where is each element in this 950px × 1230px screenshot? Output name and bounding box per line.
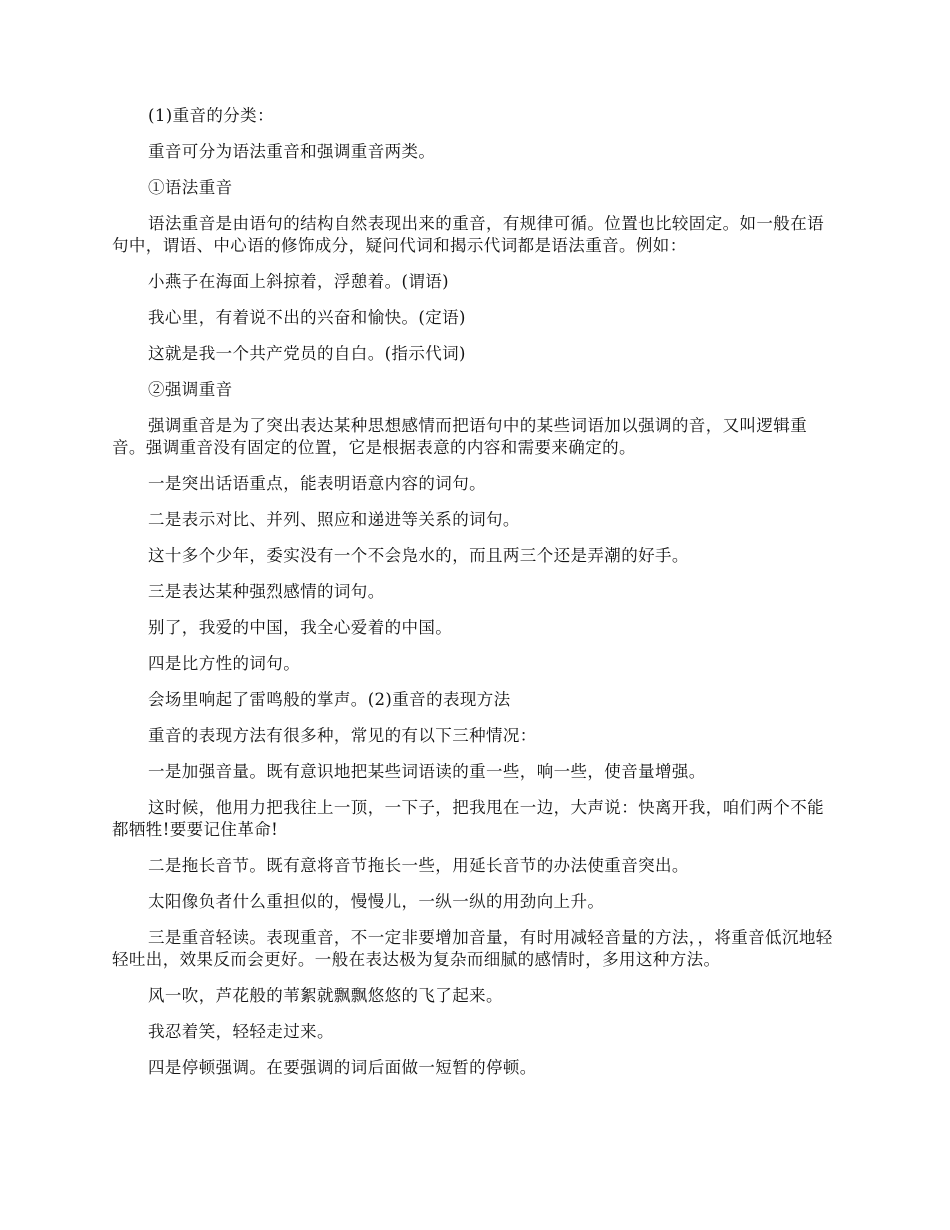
example-sentence: 这就是我一个共产党员的自白。(指示代词) bbox=[148, 344, 466, 363]
paragraph: 三是表达某种强烈感情的词句。 bbox=[148, 582, 385, 601]
paragraph: 强调重音是为了突出表达某种思想感情而把语句中的某些词语加以强调的音，又叫逻辑重音。强调重音没有固定的位置，它是根据表意的内容和需要来确定的。 bbox=[112, 416, 808, 457]
example-sentence: 我心里，有着说不出的兴奋和愉快。(定语) bbox=[148, 308, 466, 327]
subheading-emphatic-accent: ②强调重音 bbox=[148, 380, 233, 399]
example-sentence: 这十多个少年，委实没有一个不会凫水的，而且两三个还是弄潮的好手。 bbox=[148, 546, 689, 565]
paragraph: 二是拖长音节。既有意将音节拖长一些，用延长音节的办法使重音突出。 bbox=[148, 856, 689, 875]
example-sentence: 太阳像负者什么重担似的，慢慢儿，一纵一纵的用劲向上升。 bbox=[148, 892, 605, 911]
subheading-grammatical-accent: ①语法重音 bbox=[148, 178, 233, 197]
example-sentence: 风一吹，芦花般的苇絮就飘飘悠悠的飞了起来。 bbox=[148, 986, 503, 1005]
paragraph: 四是比方性的词句。 bbox=[148, 654, 301, 673]
paragraph: 重音的表现方法有很多种，常见的有以下三种情况： bbox=[148, 726, 537, 745]
example-sentence: 我忍着笑，轻轻走过来。 bbox=[148, 1022, 334, 1041]
paragraph: 一是突出话语重点，能表明语意内容的词句。 bbox=[148, 474, 486, 493]
example-sentence: 别了，我爱的中国，我全心爱着的中国。 bbox=[148, 618, 453, 637]
example-sentence: 小燕子在海面上斜掠着，浮憩着。(谓语) bbox=[148, 272, 449, 291]
paragraph: 二是表示对比、并列、照应和递进等关系的词句。 bbox=[148, 510, 520, 529]
paragraph: 四是停顿强调。在要强调的词后面做一短暂的停顿。 bbox=[148, 1058, 537, 1077]
paragraph: 三是重音轻读。表现重音，不一定非要增加音量，有时用减轻音量的方法，，将重音低沉地轻轻吐出，效果反而会更好。一般在表达极为复杂而细腻的感情时，多用这种方法。 bbox=[112, 928, 833, 969]
document-body bbox=[112, 105, 840, 1093]
heading-accent-classification: (1)重音的分类： bbox=[148, 106, 274, 125]
example-sentence: 会场里响起了雷鸣般的掌声。(2)重音的表现方法 bbox=[148, 690, 511, 709]
paragraph: 语法重音是由语句的结构自然表现出来的重音，有规律可循。位置也比较固定。如一般在语句中，谓语、中心语的修饰成分，疑问代词和揭示代词都是语法重音。例如： bbox=[112, 214, 824, 255]
paragraph: 一是加强音量。既有意识地把某些词语读的重一些，响一些，使音量增强。 bbox=[148, 762, 706, 781]
paragraph: 重音可分为语法重音和强调重音两类。 bbox=[148, 142, 436, 161]
example-sentence: 这时候，他用力把我往上一顶，一下子，把我甩在一边，大声说：快离开我，咱们两个不能都牺牲!要要记住革命! bbox=[112, 798, 824, 839]
